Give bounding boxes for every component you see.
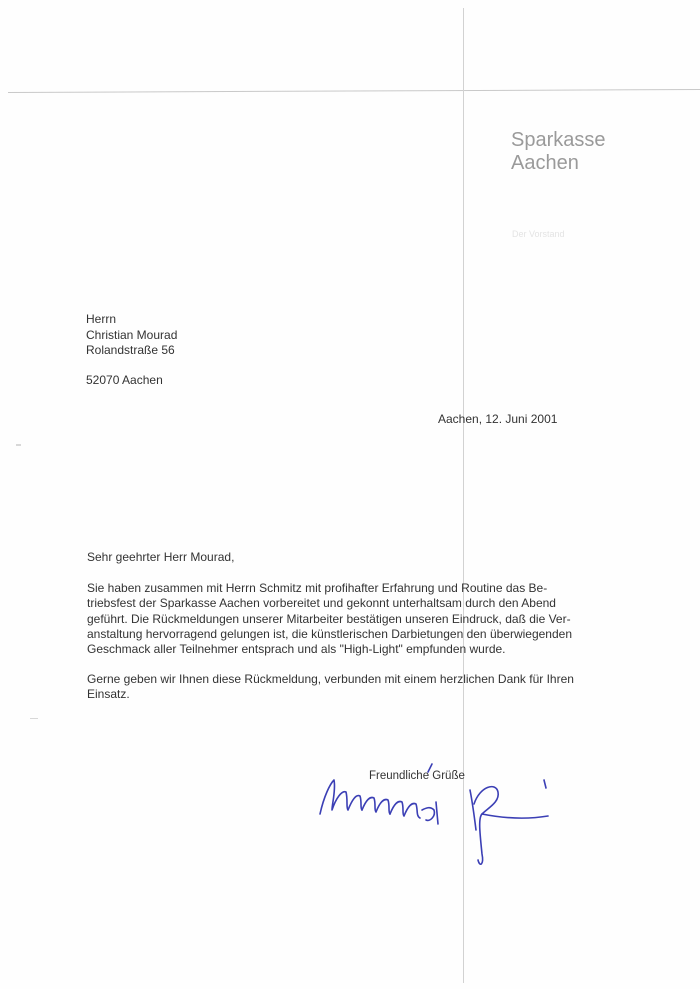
- paper-speck: [30, 718, 38, 719]
- recipient-city: 52070 Aachen: [86, 372, 163, 387]
- fold-line: [8, 89, 700, 93]
- bank-name-line1: Sparkasse: [511, 129, 606, 151]
- paragraph-line: Sie haben zusammen mit Herrn Schmitz mit profihafter Erfahrung und Routine das Be-: [87, 581, 548, 596]
- letter-body: [87, 550, 627, 703]
- paragraph-line: Einsatz.: [87, 687, 130, 702]
- paper-speck: [16, 444, 21, 446]
- letter-date: Aachen, 12. Juni 2001: [438, 412, 558, 426]
- closing-phrase: Freundliche Grüße: [369, 770, 465, 782]
- paragraph-line: Gerne geben wir Ihnen diese Rückmeldung, verbunden mit einem herzlichen Dank für Ihren: [87, 672, 574, 687]
- bank-name-line2: Aachen: [511, 152, 579, 174]
- letterhead-logo: [511, 129, 606, 175]
- handwritten-signature: [312, 744, 572, 874]
- letterhead-board: Der Vorstand: [512, 229, 565, 239]
- recipient-salutation: Herrn: [86, 312, 117, 326]
- paragraph-line: anstaltung hervorragend gelungen ist, die künstlerischen Darbietungen den überwiegenden: [87, 626, 573, 641]
- paragraph-line: Geschmack aller Teilnehmer entsprach und als "High-Light" empfunden wurde.: [87, 642, 506, 657]
- letter-salutation: Sehr geehrter Herr Mourad,: [87, 550, 235, 564]
- paragraph-1: [87, 581, 627, 657]
- paragraph-line: triebsfest der Sparkasse Aachen vorbereitet und gekonnt unterhaltsam durch den Abend: [87, 596, 556, 611]
- recipient-address: [86, 312, 177, 388]
- recipient-street: Rolandstraße 56: [86, 343, 175, 357]
- recipient-name: Christian Mourad: [86, 327, 178, 342]
- paragraph-2: [87, 672, 627, 702]
- paragraph-line: geführt. Die Rückmeldungen unserer Mitarbeiter bestätigen unseren Eindruck, daß die Ver-: [87, 611, 571, 626]
